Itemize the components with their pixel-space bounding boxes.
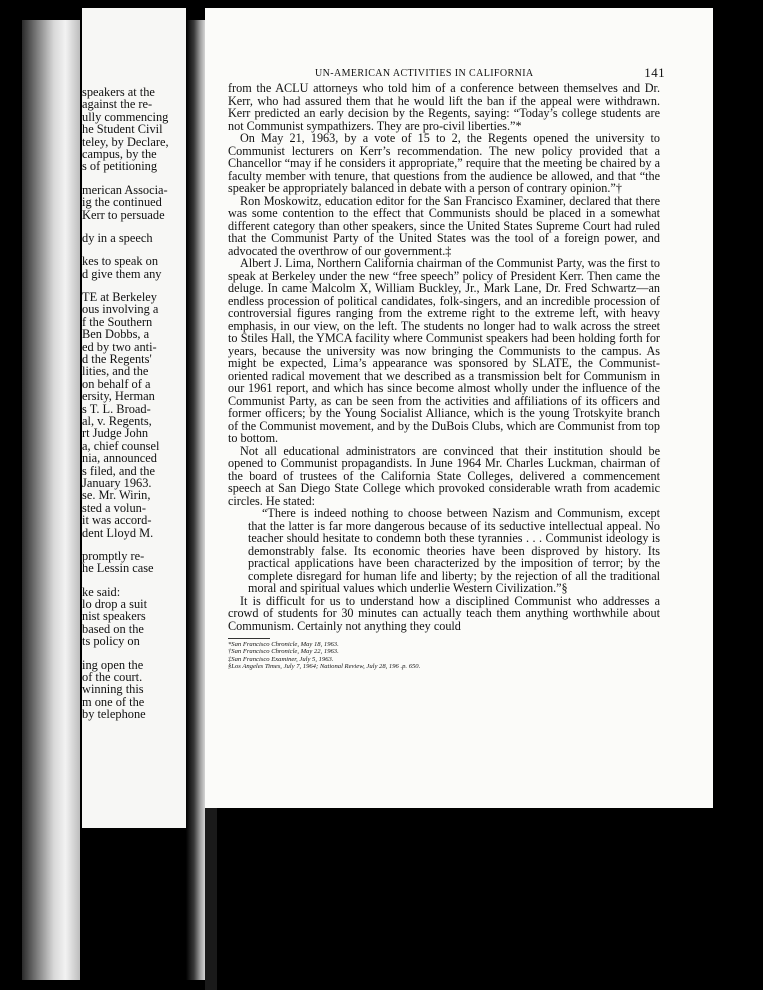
paragraph: Albert J. Lima, Northern California chairman of the Communist Party, was the first to speak at Berkeley under the new “free speech” policy of President Kerr. Then came the deluge. In came Malcolm X, William Buckley, Jr., Mark Lane, Dr. Fred Schwartz—an endless procession of political candidates, folk-singers, and an incredible procession of controversial figures ranging from the extreme right to the extreme left, with heavy emphasis, in our view, on the left. The students no longer had to walk across the street to Stiles Hall, the YMCA facility where Communist speakers had been holding forth for years, because the university was now bringing the Communists to the campus. As might be expected, Lima’s appearance was sponsored by SLATE, the Communist-oriented radical movement that we described as a transmission belt for Communism in our 1961 report, and which has since become almost wholly under the influence of the Communist Party, as can be seen from the activities and affiliations of its officers and former officers; by the Young Socialist Alliance, which is the young Trotskyite branch of the Communist movement, and by the DuBois Clubs, which are Communist from top to bottom. [228, 256, 660, 445]
facing-page-line: nist speakers [82, 609, 146, 624]
facing-page-line: Ben Dobbs, a [82, 327, 150, 342]
facing-page-line: s of petitioning [82, 159, 158, 174]
facing-page-line: he Lessin case [82, 561, 154, 576]
facing-page-line: against the re- [82, 97, 153, 112]
facing-page-line: by telephone [82, 707, 146, 722]
facing-page-line: ing open the [82, 657, 144, 672]
facing-page-line: speakers at the [82, 85, 155, 99]
paragraph: It is difficult for us to understand how a disciplined Communist who addresses a crowd of students for 30 minutes can actually teach them anything worthwhile about Communism. Certainly not anything they could [228, 593, 660, 633]
scan-edge [205, 808, 217, 990]
facing-page-line: promptly re- [82, 548, 145, 563]
facing-page-line: ed by two anti- [82, 339, 157, 354]
footnote: †San Francisco Chronicle, May 22, 1963. [228, 648, 339, 656]
document-page [205, 8, 713, 808]
facing-page-line: a, chief counsel [82, 438, 160, 453]
block-quote: “There is indeed nothing to choose between Nazism and Communism, except that the latter is far more dangerous because of its seductive intellectual appeal. No teacher should hesitate to condemn both these tyrannies . . . Communist ideology is demonstrably false. Its economic theories have been disproved by history. Its practical applications have been characterized by the imposition of terror; by the complete disregard for human life and liberty; by the rejection of all the traditional moral and spiritual values which underlie Western Civilization.”§ [248, 506, 660, 595]
facing-page-line: merican Associa- [82, 182, 168, 197]
facing-page-fragment [82, 8, 186, 828]
facing-page-line: lo drop a suit [82, 597, 148, 612]
footnote: ‡San Francisco Examiner, July 5, 1963. [228, 655, 334, 663]
facing-page-line: winning this [82, 682, 144, 697]
facing-page-line: ully commencing [82, 109, 169, 124]
facing-page-line: rt Judge John [82, 426, 149, 441]
facing-page-line: campus, by the [82, 146, 157, 161]
facing-page-text [82, 86, 186, 721]
facing-page-line: d give them any [82, 266, 162, 281]
facing-page-line: January 1963. [82, 475, 152, 490]
facing-page-line: he Student Civil [82, 122, 163, 137]
running-head: UN-AMERICAN ACTIVITIES IN CALIFORNIA [315, 68, 534, 79]
footnote: *San Francisco Chronicle, May 18, 1963. [228, 641, 339, 648]
facing-page-line: it was accord- [82, 513, 152, 528]
page-number: 141 [644, 65, 665, 80]
facing-page-line: lities, and the [82, 364, 149, 379]
facing-page-line: dy in a speech [82, 230, 153, 245]
gutter-shadow [186, 20, 206, 980]
facing-page-line: TE at Berkeley [82, 290, 157, 305]
facing-page-line: Kerr to persuade [82, 207, 165, 222]
facing-page-line: on behalf of a [82, 376, 151, 391]
facing-page-line: f the Southern [82, 314, 153, 329]
facing-page-line: se. Mr. Wirin, [82, 488, 151, 503]
facing-page-line: based on the [82, 621, 144, 636]
facing-page-line: nia, announced [82, 451, 158, 466]
page-body [228, 82, 660, 671]
facing-page-line: ig the continued [82, 195, 162, 210]
paragraph: On May 21, 1963, by a vote of 15 to 2, the Regents opened the university to Communist lecturers on Kerr’s recommendation. The new policy provided that a Chancellor “may if he considers it appropriate,” require that the meeting be chaired by a faculty member with tenure, that questions from the audience be allowed, and that “the speaker be appropriately balanced in debate with a person of contrary opinion.”† [228, 131, 660, 195]
footnote-rule [228, 638, 270, 639]
facing-page-line: d the Regents' [82, 352, 152, 367]
paragraph: from the ACLU attorneys who told him of a conference between themselves and Dr. Kerr, who had assured them that he would lift the ban if the appeal were withdrawn. Kerr predicted an early decision by the Regents, saying: “Today’s college students are not Communist sympathizers. They are pro-civil liberties.”* [228, 81, 660, 133]
facing-page-line: s filed, and the [82, 463, 155, 478]
footnote: §Los Angeles Times, July 7, 1964; National Review, July 28, 196 .p. 650. [228, 663, 421, 671]
facing-page-line: of the court. [82, 670, 143, 685]
facing-page-line: al, v. Regents, [82, 413, 152, 428]
facing-page-line: ous involving a [82, 302, 159, 317]
facing-page-line: sted a volun- [82, 500, 147, 515]
facing-page-line: kes to speak on [82, 254, 159, 269]
paragraph: Ron Moskowitz, education editor for the San Francisco Examiner, declared that there was some contention to the effect that Communists should be placed in a somewhat different category than other speakers, since the United States Supreme Court had ruled that the Communist Party of the United States was the tool of a foreign power, and advocated the overthrow of our government.‡ [228, 193, 660, 258]
facing-page-line: dent Lloyd M. [82, 525, 154, 540]
book-binding-shadow [22, 20, 80, 980]
facing-page-line: m one of the [82, 694, 145, 709]
paragraph: Not all educational administrators are convinced that their institution should be opened to Communist propagandists. In June 1964 Mr. Charles Luckman, chairman of the board of trustees of the California State Colleges, delivered a commencement speech at San Diego State College which provoked considerable wrath from academic circles. He stated: [228, 443, 660, 508]
facing-page-line: ts policy on [82, 634, 140, 649]
facing-page-line: ke said: [82, 584, 121, 599]
facing-page-line: ersity, Herman [82, 389, 155, 404]
footnotes [228, 641, 660, 671]
facing-page-line: teley, by Declare, [82, 134, 169, 149]
facing-page-line: s T. L. Broad- [82, 401, 151, 416]
